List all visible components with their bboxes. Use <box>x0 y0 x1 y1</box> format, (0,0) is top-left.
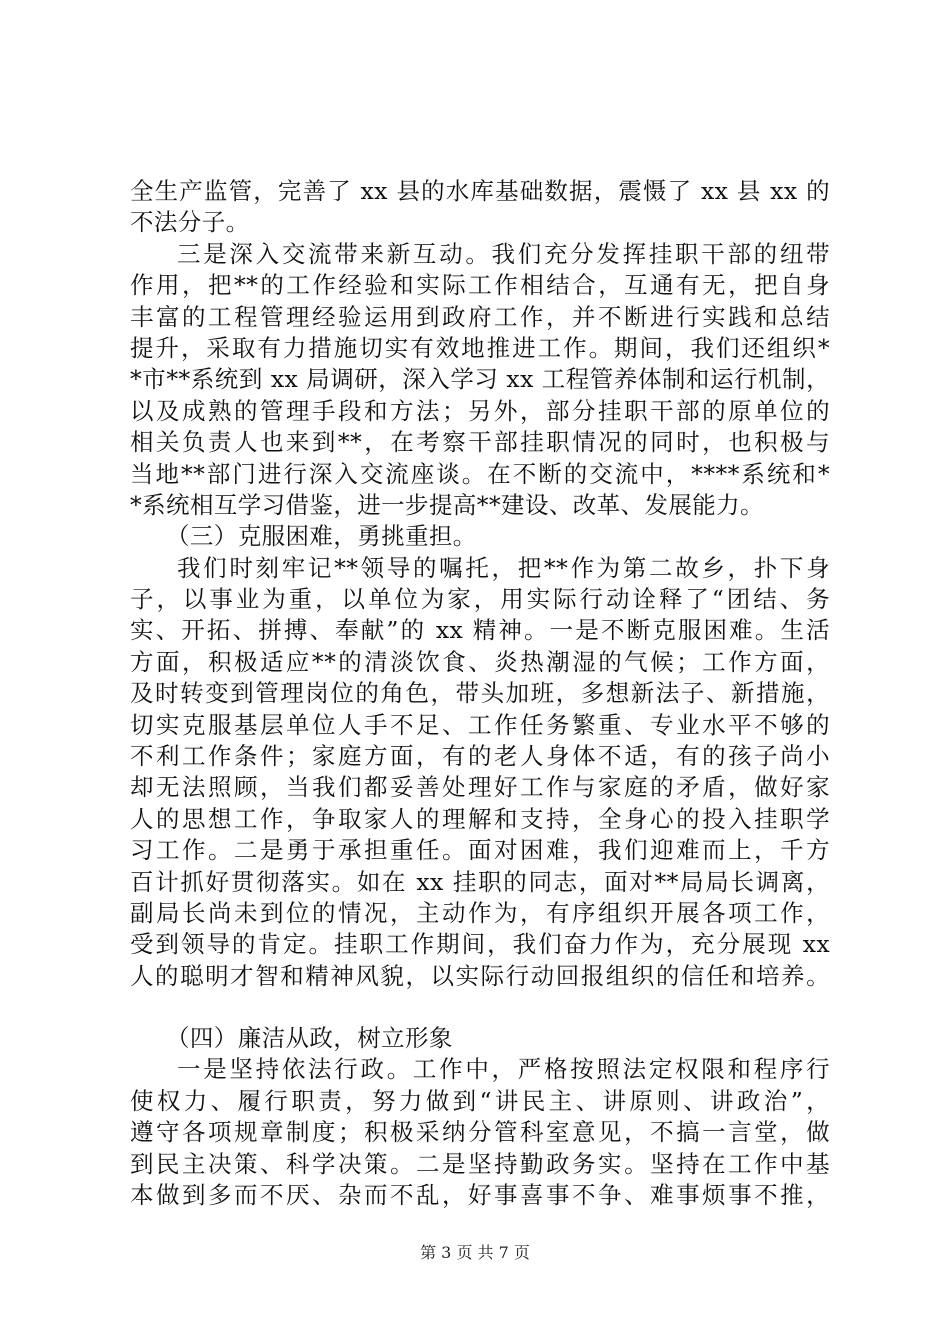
text-line: 遵守各项规章制度；积极采纳分管科室意见，不搞一言堂，做 <box>130 1118 830 1147</box>
text-line: 人的思想工作，争取家人的理解和支持，全身心的投入挂职学 <box>130 804 830 833</box>
text-line: 到民主决策、科学决策。二是坚持勤政务实。坚持在工作中基 <box>130 1149 830 1178</box>
text-line: 实、开拓、拼搏、奉献”的 xx 精神。一是不断克服困难。生活 <box>130 616 830 645</box>
text-line: 以及成熟的管理手段和方法；另外，部分挂职干部的原单位的 <box>130 396 830 425</box>
text-line: *市**系统到 xx 局调研，深入学习 xx 工程管养体制和运行机制， <box>130 365 830 394</box>
text-line: 当地**部门进行深入交流座谈。在不断的交流中，****系统和* <box>130 459 830 488</box>
text-line: 习工作。二是勇于承担重任。面对困难，我们迎难而上，千方 <box>130 836 830 865</box>
text-line: 不法分子。 <box>130 208 250 237</box>
text-line: 却无法照顾，当我们都妥善处理好工作与家庭的矛盾，做好家 <box>130 773 830 802</box>
text-line: 不利工作条件；家庭方面，有的老人身体不适，有的孩子尚小 <box>130 742 830 771</box>
text-line: 切实克服基层单位人手不足、工作任务繁重、专业水平不够的 <box>130 710 830 739</box>
body-text-block-1 <box>130 176 830 992</box>
page-number-footer: 第 3 页 共 7 页 <box>420 1243 530 1262</box>
paragraph-start-line: 我们时刻牢记**领导的嘱托，把**作为第二故乡，扑下身 <box>177 553 830 582</box>
text-line: 方面，积极适应**的清淡饮食、炎热潮湿的气候；工作方面， <box>130 647 830 676</box>
text-line: 相关负责人也来到**，在考察干部挂职情况的同时，也积极与 <box>130 428 830 457</box>
paragraph-start-line: 三是深入交流带来新互动。我们充分发挥挂职干部的纽带 <box>177 239 830 268</box>
body-text-block-2 <box>130 1023 830 1211</box>
text-line: 提升，采取有力措施切实有效地推进工作。期间，我们还组织* <box>130 333 830 362</box>
text-line: 受到领导的肯定。挂职工作期间，我们奋力作为，充分展现 xx <box>130 930 830 959</box>
section-heading: （三）克服困难，勇挑重担。 <box>166 522 477 551</box>
text-line: 作用，把**的工作经验和实际工作相结合，互通有无，把自身 <box>130 271 830 300</box>
text-line: 丰富的工程管理经验运用到政府工作，并不断进行实践和总结 <box>130 302 830 331</box>
text-line: 人的聪明才智和精神风貌，以实际行动回报组织的信任和培养。 <box>130 961 830 990</box>
text-line: 子，以事业为重，以单位为家，用实际行动诠释了“团结、务 <box>130 585 830 614</box>
text-line: 百计抓好贯彻落实。如在 xx 挂职的同志，面对**局局长调离， <box>130 867 830 896</box>
text-line: 副局长尚未到位的情况，主动作为，有序组织开展各项工作， <box>130 898 830 927</box>
text-line: 本做到多而不厌、杂而不乱，好事喜事不争、难事烦事不推， <box>130 1180 830 1209</box>
paragraph-start-line: 一是坚持依法行政。工作中，严格按照法定权限和程序行 <box>177 1055 830 1084</box>
text-line: 使权力、履行职责，努力做到“讲民主、讲原则、讲政治”， <box>130 1086 830 1115</box>
section-heading: （四）廉洁从政，树立形象 <box>166 1024 453 1052</box>
text-line: 及时转变到管理岗位的角色，带头加班，多想新法子、新措施， <box>130 679 830 708</box>
text-line: 全生产监管，完善了 xx 县的水库基础数据，震慑了 xx 县 xx 的 <box>130 177 830 205</box>
text-line: *系统相互学习借鉴，进一步提高**建设、改革、发展能力。 <box>130 490 764 519</box>
